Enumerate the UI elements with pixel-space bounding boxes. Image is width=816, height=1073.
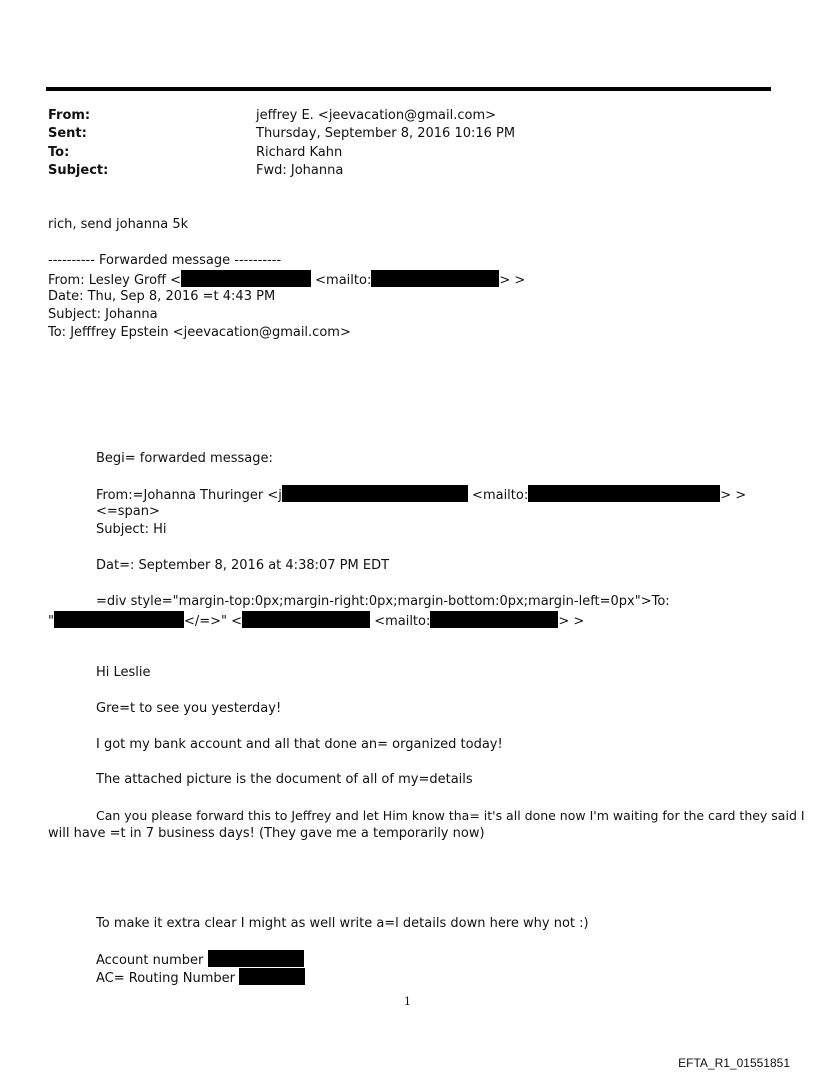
fwd-subject: Subject: Johanna [48, 307, 158, 322]
redaction-box [54, 611, 184, 628]
inner-from-mailto: <mailto: [472, 488, 529, 503]
body-line-1: Gre=t to see you yesterday! [96, 701, 282, 716]
span-line: <=span> [96, 504, 160, 519]
fwd-date: Date: Thu, Sep 8, 2016 =t 4:43 PM [48, 289, 276, 304]
greeting: Hi Leslie [96, 665, 151, 680]
body-line-4b: will have =t in 7 business days! (They gave me a temporarily now) [48, 826, 485, 841]
subject-value: Fwd: Johanna [256, 163, 344, 178]
redaction-box [371, 270, 499, 287]
fwd-from-line [48, 270, 525, 290]
fwd-from-prefix: From: Lesley Groff < [48, 273, 182, 288]
fwd-from-mailto: <mailto: [315, 273, 372, 288]
to-line-mailto: <mailto: [374, 614, 431, 629]
routing-line [96, 968, 305, 988]
from-value: jeffrey E. <jeevacation@gmail.com> [256, 108, 496, 123]
to-line-quote: " [48, 614, 54, 629]
body-line-2: I got my bank account and all that done an= organized today! [96, 737, 503, 752]
from-label: From: [48, 108, 91, 123]
to-label: To: [48, 145, 70, 160]
document-id: EFTA_R1_01551851 [678, 1056, 790, 1070]
fwd-from-suffix: > > [499, 273, 526, 288]
redaction-box [239, 968, 305, 985]
header-rule [46, 87, 771, 91]
forward-separator: ---------- Forwarded message ---------- [48, 253, 282, 268]
routing-label: AC= Routing Number [96, 971, 235, 986]
to-line [48, 611, 584, 631]
redaction-box [242, 611, 370, 628]
account-label: Account number [96, 953, 204, 968]
to-value: Richard Kahn [256, 145, 343, 160]
body-line-4a: Can you please forward this to Jeffrey and let Him know tha= it's all done now I'm waiting for the card they said I [96, 808, 805, 823]
body-line-5: To make it extra clear I might as well write a=l details down here why not :) [96, 916, 589, 931]
div-style-line: =div style="margin-top:0px;margin-right:0px;margin-bottom:0px;margin-left=0px">To: [96, 594, 670, 609]
body-line-3: The attached picture is the document of all of my=details [96, 772, 473, 787]
inner-from-prefix: From:=Johanna Thuringer <j [96, 488, 282, 503]
inner-from-suffix: > > [720, 488, 747, 503]
page-number: 1 [404, 995, 411, 1008]
intro-line: rich, send johanna 5k [48, 217, 189, 232]
account-line [96, 950, 304, 970]
sent-value: Thursday, September 8, 2016 10:16 PM [256, 126, 516, 141]
redaction-box [430, 611, 558, 628]
redaction-box [181, 270, 311, 287]
redaction-box [208, 950, 304, 967]
fwd-to: To: Jefffrey Epstein <jeevacation@gmail.com> [48, 325, 351, 340]
subject-label: Subject: [48, 163, 109, 178]
redaction-box [528, 485, 720, 502]
redaction-box [282, 485, 468, 502]
inner-date: Dat=: September 8, 2016 at 4:38:07 PM EDT [96, 558, 390, 573]
begin-forwarded: Begi= forwarded message: [96, 451, 273, 466]
inner-subject: Subject: Hi [96, 522, 167, 537]
sent-label: Sent: [48, 126, 87, 141]
to-line-suffix: > > [558, 614, 585, 629]
to-line-mid: </=>" < [183, 614, 243, 629]
inner-from-line [96, 485, 746, 505]
